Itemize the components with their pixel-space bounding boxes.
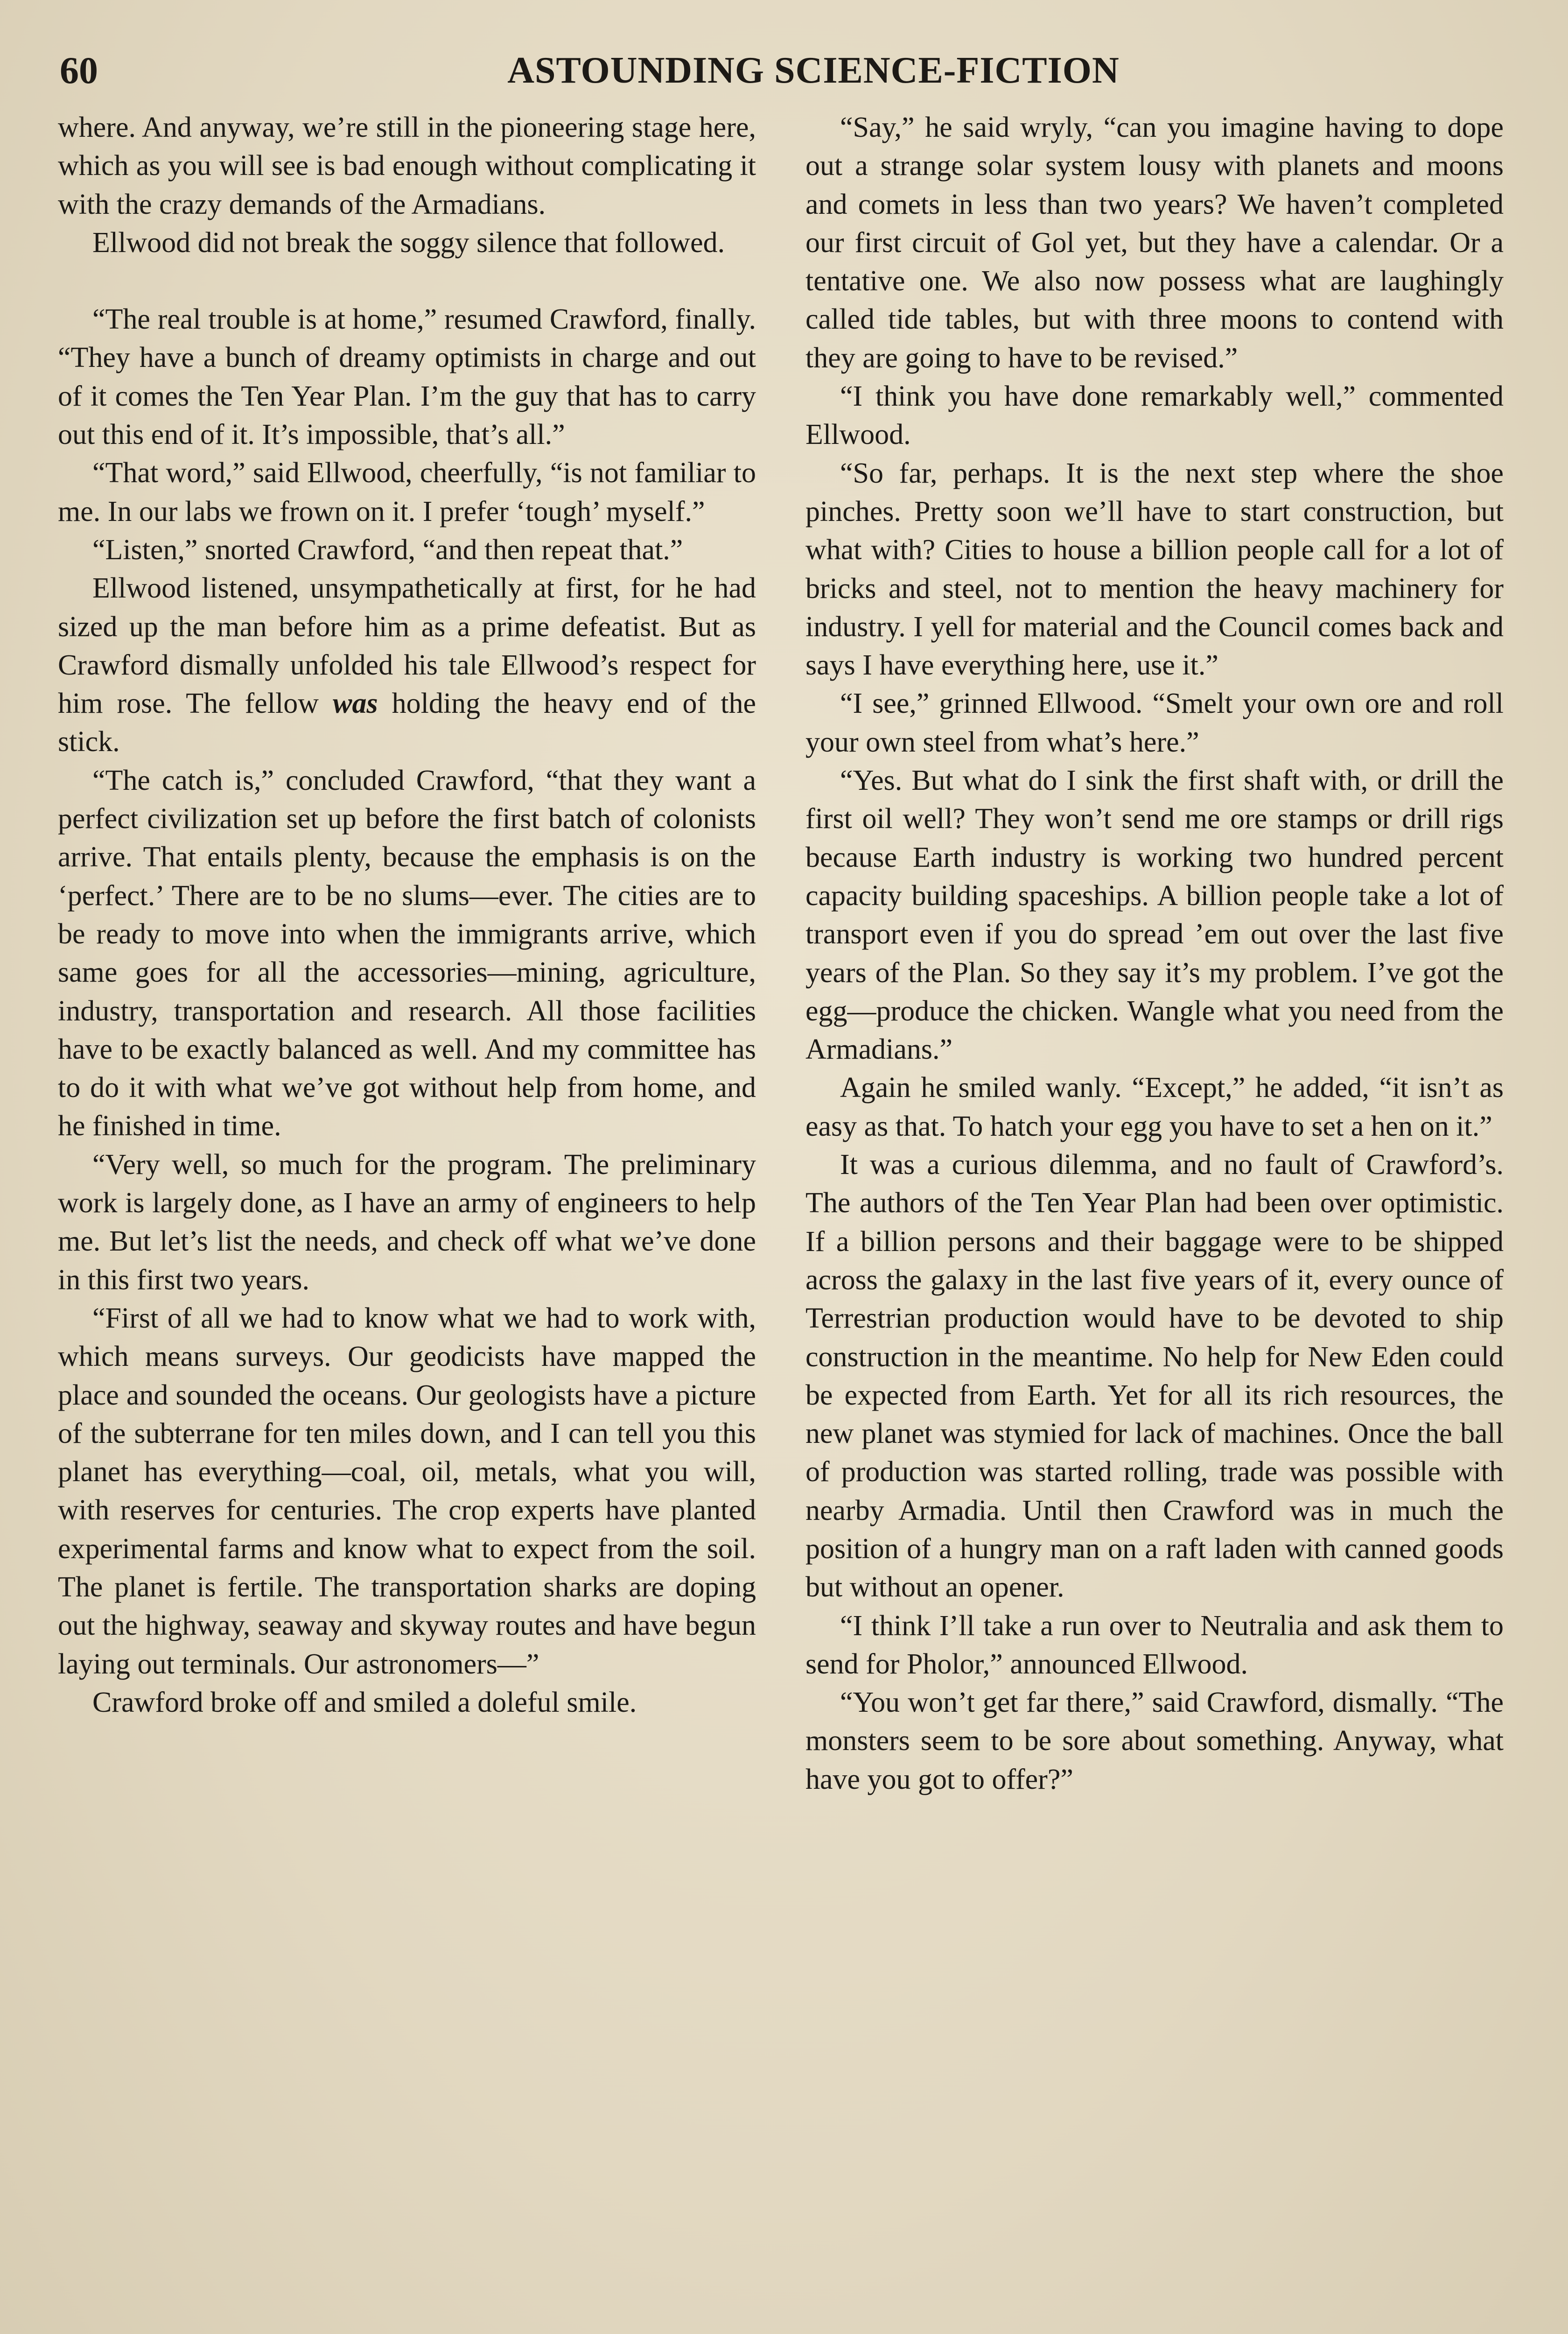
paragraph: where. And anyway, we’re still in the pioneering stage here, which as you will see is bad enough without complicating it with the crazy demands of the Armadians.	[58, 112, 756, 220]
paragraph: “The catch is,” concluded Crawford, “that they want a perfect civilization set up before the first batch of colonists arrive. That entails plenty, because the emphasis is on the ‘perfect.’ There are to be no slums—ever. The cities are to be ready to move into when the immigrants arrive, which same goes for all the accessories—mining, agriculture, industry, transportation and research. All those facilities have to be exactly balanced as well. And my committee has to do it with what we’ve got without help from home, and he finished in time.	[58, 764, 756, 1142]
paragraph: “Yes. But what do I sink the first shaft with, or drill the first oil well? They won’t send me ore stamps or drill rigs because Earth industry is working two hundred percent capacity building spaceships. A billion people take a lot of transport even if you do spread ’em out over the last five years of the Plan. So they say it’s my problem. I’ve got the egg—produce the chicken. Wangle what you need from the Armadians.”	[805, 765, 1504, 1066]
paragraph: “Listen,” snorted Crawford, “and then repeat that.”	[92, 534, 683, 566]
emphasized-word: was	[333, 688, 378, 720]
paragraph: “I think you have done remarkably well,” commented Ellwood.	[805, 380, 1504, 451]
paragraph: Crawford broke off and smiled a doleful smile.	[92, 1686, 637, 1718]
paragraph: Ellwood did not break the soggy silence that followed.	[92, 226, 725, 259]
left-column	[58, 108, 756, 2334]
paragraph: “First of all we had to know what we had to work with, which means surveys. Our geodicists have mapped the place and sounded the oceans. Our geologists have a picture of the subterrane for ten miles down, and I can tell you this planet has everything—coal, oil, metals, what you will, with reserves for centuries. The crop experts have planted experimental farms and know what to expect from the soil. The planet is fertile. The transportation sharks are doping out the highway, seaway and skyway routes and have begun laying out terminals. Our astronomers—”	[58, 1302, 756, 1680]
paragraph: “You won’t get far there,” said Crawford, dismally. “The monsters seem to be sore about something. Anyway, what have you got to offer?”	[805, 1687, 1504, 1795]
paragraph: “The real trouble is at home,” resumed Crawford, finally. “They have a bunch of dreamy optimists in charge and out of it comes the Ten Year Plan. I’m the guy that has to carry out this end of it. It’s impossible, that’s all.”	[58, 303, 756, 451]
paragraph-text: Ellwood listened, unsympathetically at first, for he had sized up the man before him as a prime defeatist. But as Crawford dismally unfolded his tale Ellwood’s respect for him rose. The fellow	[58, 572, 756, 720]
paragraph: Again he smiled wanly. “Except,” he added, “it isn’t as easy as that. To hatch your egg you have to set a hen on it.”	[805, 1072, 1504, 1142]
paragraph: “So far, perhaps. It is the next step where the shoe pinches. Pretty soon we’ll have to start construction, but what with? Cities to house a billion people call for a lot of bricks and steel, not to mention the heavy machinery for industry. I yell for material and the Council comes back and says I have everything here, use it.”	[805, 457, 1504, 682]
right-column	[805, 108, 1504, 2334]
running-title: ASTOUNDING SCIENCE-FICTION	[507, 50, 1120, 91]
paragraph-text: holding the heavy end of the stick.	[58, 688, 756, 758]
paragraph: “Very well, so much for the program. The preliminary work is largely done, as I have an army of engineers to help me. But let’s list the needs, and check off what we’ve done in this first two years.	[58, 1148, 756, 1296]
paragraph: “Say,” he said wryly, “can you imagine having to dope out a strange solar system lousy with planets and moons and comets in less than two years? We haven’t completed our first circuit of Gol yet, but they have a calendar. Or a tentative one. We also now possess what are laughingly called tide tables, but with three moons to contend with they are going to have to be revised.”	[805, 112, 1504, 374]
paragraph: It was a curious dilemma, and no fault of Crawford’s. The authors of the Ten Year Plan had been over optimistic. If a billion persons and their baggage were to be shipped across the galaxy in the last five years of it, every ounce of Terrestrian production would have to be devoted to ship construction in the meantime. No help for New Eden could be expected from Earth. Yet for all its rich resources, the new planet was stymied for lack of machines. Once the ball of production was started rolling, trade was possible with nearby Armadia. Until then Crawford was in much the position of a hungry man on a raft laden with canned goods but without an opener.	[805, 1149, 1504, 1603]
paragraph: “I think I’ll take a run over to Neutralia and ask them to send for Pholor,” announced Ellwood.	[805, 1610, 1504, 1680]
paragraph: “I see,” grinned Ellwood. “Smelt your own ore and roll your own steel from what’s here.”	[805, 688, 1504, 758]
paragraph: “That word,” said Ellwood, cheerfully, “is not familiar to me. In our labs we frown on it. I prefer ‘tough’ myself.”	[58, 457, 756, 527]
page-header	[60, 45, 1511, 96]
page-number: 60	[60, 49, 98, 91]
paragraph	[58, 569, 756, 761]
